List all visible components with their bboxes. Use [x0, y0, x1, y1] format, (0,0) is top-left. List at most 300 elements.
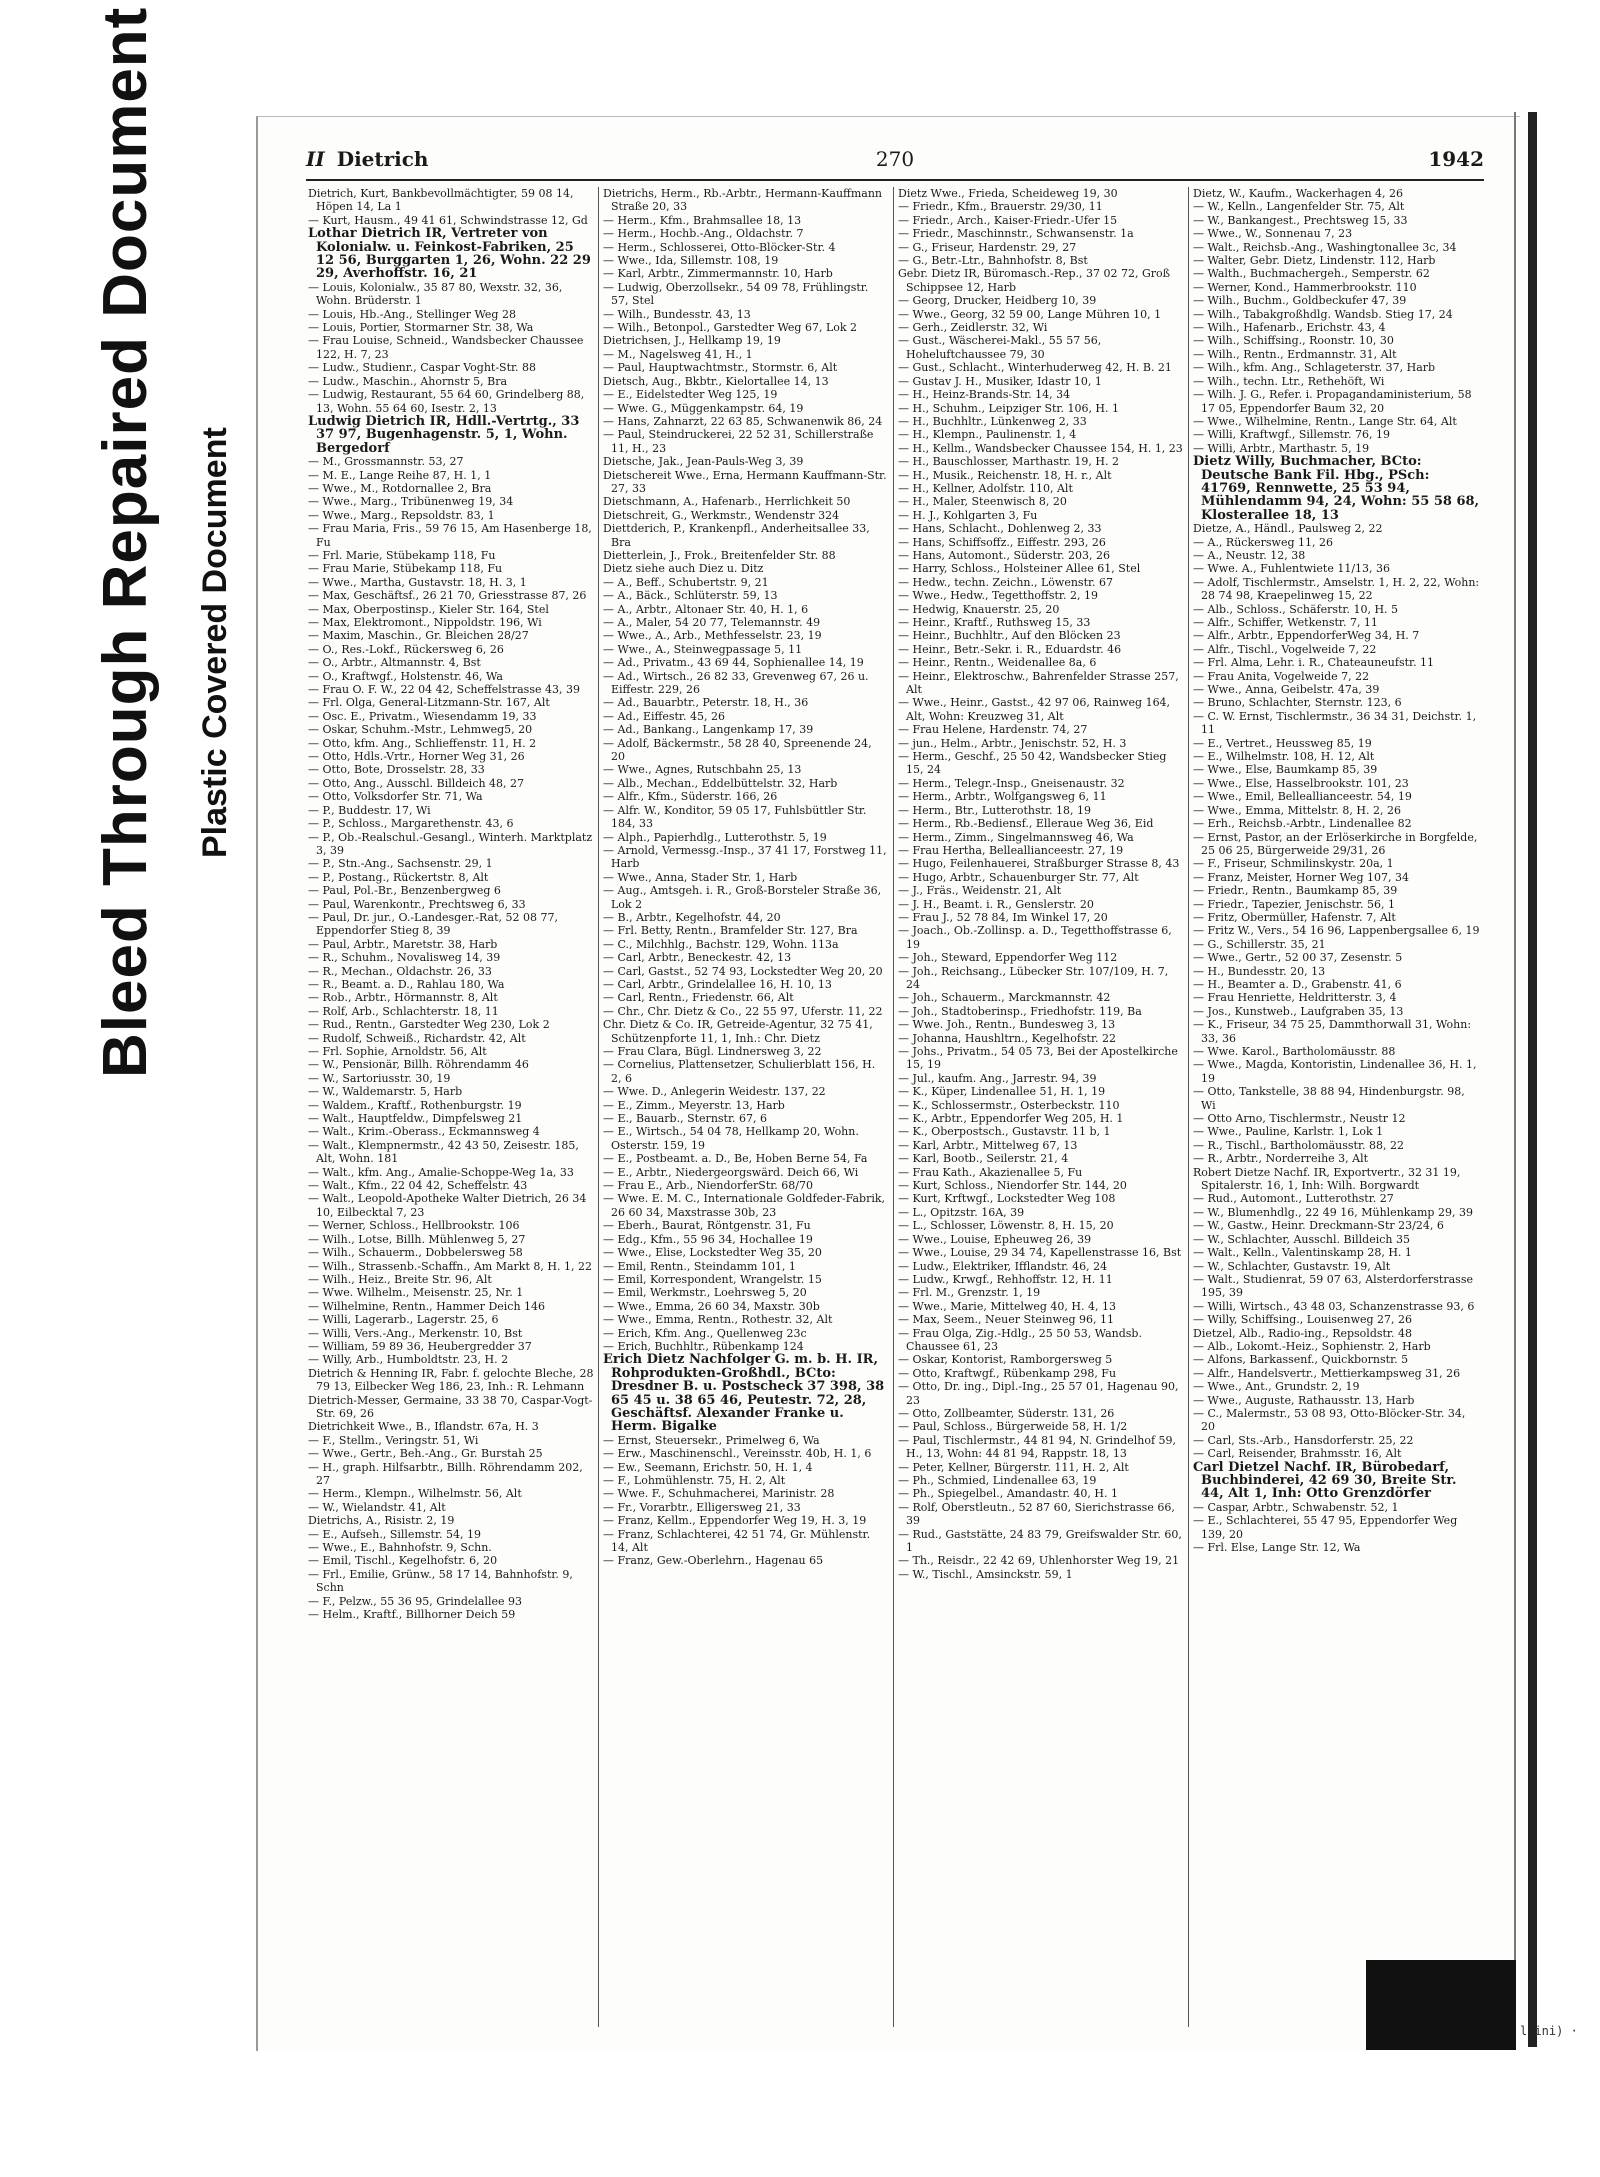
directory-entry: — Wwe., Marg., Repsoldstr. 83, 1: [308, 508, 495, 522]
directory-entry: — H., Kellm., Wandsbecker Chaussee 154, H. 1, 23: [898, 441, 1183, 455]
directory-entry: — Herm., Schlosserei, Otto-Blöcker-Str. 4: [603, 240, 836, 254]
directory-entry: — P., Ob.-Realschul.-Gesangl., Winterh. Marktplatz 3, 39: [308, 830, 593, 857]
directory-entry: — Alfr., Handelsvertr., Mettierkampsweg 31, 26: [1193, 1366, 1461, 1380]
directory-entry: — Wilhelmine, Rentn., Hammer Deich 146: [308, 1299, 546, 1313]
directory-entry: — Wwe., Martha, Gustavstr. 18, H. 3, 1: [308, 575, 527, 589]
directory-entry: — Wwe., W., Sonnenau 7, 23: [1193, 227, 1353, 241]
directory-entry: — Wwe., Pauline, Karlstr. 1, Lok 1: [1193, 1125, 1384, 1139]
directory-entry: — Ernst, Steuersekr., Primelweg 6, Wa: [603, 1433, 820, 1447]
directory-entry: — Cornelius, Plattensetzer, Schulierblatt 156, H. 2, 6: [603, 1058, 876, 1085]
directory-entry: — Frau Anita, Vogelweide 7, 22: [1193, 669, 1370, 683]
directory-entry: — Frau Maria, Fris., 59 76 15, Am Hasenberge 18, Fu: [308, 522, 592, 549]
directory-entry: — Wilh. J. G., Refer. i. Propagandaministerium, 58 17 05, Eppendorfer Baum 32, 20: [1193, 388, 1472, 415]
page-header: [306, 147, 1484, 177]
directory-entry: — W., Sartoriusstr. 30, 19: [308, 1071, 451, 1085]
directory-entry: — Herm., Zimm., Singelmannsweg 46, Wa: [898, 830, 1134, 844]
directory-entry: — H., Kellner, Adolfstr. 110, Alt: [898, 481, 1073, 495]
directory-entry: Chr. Dietz & Co. IR, Getreide-Agentur, 32 75 41, Schützenpforte 11, 1, Inh.: Chr. Dietz: [603, 1018, 873, 1045]
directory-entry: — M., Grossmannstr. 53, 27: [308, 455, 464, 469]
directory-entry: — Carl, Sts.-Arb., Hansdorferstr. 25, 22: [1193, 1433, 1414, 1447]
directory-entry: — H., Bauschlosser, Marthastr. 19, H. 2: [898, 455, 1120, 469]
directory-entry: Dietz siehe auch Diez u. Ditz: [603, 562, 764, 576]
directory-entry: — Walt., Reichsb.-Ang., Washingtonallee 3c, 34: [1193, 240, 1457, 254]
directory-entry: — F., Friseur, Schmilinskystr. 20a, 1: [1193, 857, 1394, 871]
directory-entry: — Wilh., Lotse, Billh. Mühlenweg 5, 27: [308, 1232, 526, 1246]
directory-entry: Dietz Wwe., Frieda, Scheideweg 19, 30: [898, 187, 1118, 200]
directory-entry: — Johs., Privatm., 54 05 73, Bei der Apostelkirche 15, 19: [898, 1045, 1178, 1072]
directory-entry: — Wilh., Bundesstr. 43, 13: [603, 307, 751, 321]
directory-entry: — Aug., Amtsgeh. i. R., Groß-Borsteler Straße 36, Lok 2: [603, 884, 882, 911]
directory-entry: — Frl., Emilie, Grünw., 58 17 14, Bahnhofstr. 9, Schn: [308, 1567, 573, 1595]
directory-entry: — Edg., Kfm., 55 96 34, Hochallee 19: [603, 1232, 813, 1246]
directory-entry: — Rolf, Arb., Schlachterstr. 18, 11: [308, 1004, 499, 1018]
directory-entry: — A., Maler, 54 20 77, Telemannstr. 49: [603, 616, 821, 629]
directory-entry: — Alb., Mechan., Eddelbüttelstr. 32, Harb: [603, 776, 838, 790]
directory-entry: — Carl, Reisender, Brahmsstr. 16, Alt: [1193, 1447, 1402, 1461]
directory-entry: — F., Stellm., Veringstr. 51, Wi: [308, 1433, 479, 1447]
directory-entry: — H., Klempn., Paulinenstr. 1, 4: [898, 428, 1077, 442]
directory-entry: — Frau E., Arb., NiendorferStr. 68/70: [603, 1179, 813, 1193]
directory-entry: — Friedr., Arch., Kaiser-Friedr.-Ufer 15: [898, 213, 1118, 227]
directory-entry: — W., Pensionär, Billh. Röhrendamm 46: [308, 1058, 529, 1072]
directory-entry: Dietrichsen, J., Hellkamp 19, 19: [603, 334, 781, 348]
directory-entry: — Ludw., Krwgf., Rehhoffstr. 12, H. 11: [898, 1272, 1113, 1286]
directory-entry: — Erh., Reichsb.-Arbtr., Lindenallee 82: [1193, 817, 1412, 831]
directory-entry: — Wilh., Schiffsing., Roonstr. 10, 30: [1193, 334, 1394, 348]
directory-entry: Dietrichs, A., Risistr. 2, 19: [308, 1514, 455, 1528]
directory-entry: — E., Bauarb., Sternstr. 67, 6: [603, 1112, 767, 1126]
directory-entry: — E., Wirtsch., 54 04 78, Hellkamp 20, Wohn. Osterstr. 159, 19: [603, 1125, 859, 1152]
directory-entry: — Willi, Kraftwgf., Sillemstr. 76, 19: [1193, 428, 1390, 442]
directory-entry: — William, 59 89 36, Heubergredder 37: [308, 1339, 532, 1353]
directory-entry: Dietsche, Jak., Jean-Pauls-Weg 3, 39: [603, 455, 804, 469]
directory-entry: — Gustav J. H., Musiker, Idastr 10, 1: [898, 374, 1102, 388]
directory-entry: — Hugo, Feilenhauerei, Straßburger Strasse 8, 43: [898, 857, 1180, 871]
directory-entry: — K., Schlossermstr., Osterbeckstr. 110: [898, 1098, 1120, 1112]
directory-entry: — K., Küper, Lindenallee 51, H. 1, 19: [898, 1085, 1106, 1099]
directory-entry: Ludwig Dietrich IR, Hdll.-Vertrtg., 33 37 97, Bugenhagenstr. 5, 1, Wohn. Bergedorf: [308, 413, 580, 456]
directory-entry: — Ludw., Maschin., Ahornstr 5, Bra: [308, 374, 508, 388]
directory-entry: — Alb., Lokomt.-Heiz., Sophienstr. 2, Harb: [1193, 1339, 1431, 1353]
directory-entry: — Wwe., Wilhelmine, Rentn., Lange Str. 64, Alt: [1193, 414, 1457, 428]
directory-entry: — Ludw., Elektriker, Ifflandstr. 46, 24: [898, 1259, 1108, 1273]
directory-entry: — Max, Seem., Neuer Steinweg 96, 11: [898, 1313, 1114, 1327]
directory-entry: — L., Schlosser, Löwenstr. 8, H. 15, 20: [898, 1219, 1114, 1233]
directory-entry: — Gerh., Zeidlerstr. 32, Wi: [898, 321, 1048, 335]
directory-entry: — W., Wielandstr. 41, Alt: [308, 1500, 446, 1514]
directory-entry: — Kurt, Hausm., 49 41 61, Schwindstrasse 12, Gd: [308, 213, 588, 227]
directory-entry: — Ew., Seemann, Erichstr. 50, H. 1, 4: [603, 1460, 813, 1474]
directory-entry: — Wilh., Tabakgroßhdlg. Wandsb. Stieg 17, 24: [1193, 307, 1453, 321]
directory-entry: — Joh., Schauerm., Marckmannstr. 42: [898, 991, 1111, 1005]
directory-entry: — K., Oberpostsch., Gustavstr. 11 b, 1: [898, 1125, 1111, 1139]
directory-entry: — Harry, Schloss., Holsteiner Allee 61, Stel: [898, 562, 1141, 576]
directory-entry: — Ludw., Studienr., Caspar Voght-Str. 88: [308, 361, 537, 375]
directory-entry: — Rob., Arbtr., Hörmannstr. 8, Alt: [308, 991, 498, 1005]
directory-entry: — Gust., Wäscherei-Makl., 55 57 56, Hoheluftchaussee 79, 30: [898, 334, 1102, 361]
directory-entry: — Paul, Dr. jur., O.-Landesger.-Rat, 52 08 77, Eppendorfer Stieg 8, 39: [308, 910, 558, 938]
directory-entry: — H., graph. Hilfsarbtr., Billh. Röhrendamm 202, 27: [308, 1460, 583, 1487]
directory-entry: — H. J., Kohlgarten 3, Fu: [898, 508, 1038, 522]
directory-entry: — jun., Helm., Arbtr., Jenischstr. 52, H. 3: [898, 736, 1127, 750]
directory-entry: — W., Waldemarstr. 5, Harb: [308, 1085, 463, 1099]
directory-entry: — Hugo, Arbtr., Schauenburger Str. 77, Alt: [898, 870, 1139, 884]
directory-entry: — Fr., Vorarbtr., Elligersweg 21, 33: [603, 1500, 801, 1514]
directory-entry: — C., Malermstr., 53 08 93, Otto-Blöcker-Str. 34, 20: [1193, 1406, 1466, 1434]
directory-entry: — Otto, Bote, Drosselstr. 28, 33: [308, 763, 485, 777]
binding-edge-line: [1514, 112, 1516, 2047]
directory-entry: Dietsch, Aug., Bkbtr., Kielortallee 14, 13: [603, 374, 829, 388]
bleed-through-label: Bleed Through Repaired Document: [91, 6, 160, 1078]
directory-entry: — Willi, Lagerarb., Lagerstr. 25, 6: [308, 1313, 499, 1327]
directory-entry: — Max, Geschäftsf., 26 21 70, Griesstrasse 87, 26: [308, 589, 587, 603]
directory-entry: — Walt., Studienrat, 59 07 63, Alsterdorferstrasse 195, 39: [1193, 1272, 1473, 1300]
directory-entry: — H., Buchhltr., Lünkenweg 2, 33: [898, 414, 1087, 428]
directory-entry: — Heinr., Kraftf., Ruthsweg 15, 33: [898, 616, 1091, 629]
directory-entry: — Karl, Arbtr., Mittelweg 67, 13: [898, 1138, 1078, 1152]
directory-entry: — Wilh., Hafenarb., Erichstr. 43, 4: [1193, 321, 1386, 335]
directory-entry: — Heinr., Rentn., Weidenallee 8a, 6: [898, 656, 1097, 670]
directory-entry: — Ad., Bauarbtr., Peterstr. 18, H., 36: [603, 696, 809, 710]
directory-entry: — Frau Henriette, Heldritterstr. 3, 4: [1193, 991, 1397, 1005]
directory-entry: — Walt., Kfm., 22 04 42, Scheffelstr. 43: [308, 1179, 528, 1193]
directory-entry: — Peter, Kellner, Bürgerstr. 111, H. 2, Alt: [898, 1460, 1129, 1474]
directory-entry: — P., Buddestr. 17, Wi: [308, 803, 431, 817]
directory-entry: — Frl. Marie, Stübekamp 118, Fu: [308, 548, 496, 562]
directory-entry: Gebr. Dietz IR, Büromasch.-Rep., 37 02 72, Groß Schippsee 12, Harb: [898, 267, 1171, 294]
directory-entry: — Willi, Arbtr., Marthastr. 5, 19: [1193, 441, 1370, 455]
directory-entry: — E., Postbeamt. a. D., Be, Hoben Berne 54, Fa: [603, 1152, 868, 1166]
directory-entry: — Walt., Leopold-Apotheke Walter Dietrich, 26 34 10, Eilbecktal 7, 23: [308, 1192, 587, 1219]
directory-entry: — Otto, Tankstelle, 38 88 94, Hindenburgstr. 98, Wi: [1193, 1085, 1465, 1112]
directory-entry: — W., Tischl., Amsinckstr. 59, 1: [898, 1567, 1073, 1581]
directory-entry: — W., Blumenhdlg., 22 49 16, Mühlenkamp 29, 39: [1193, 1205, 1473, 1219]
directory-entry: — Carl, Arbtr., Grindelallee 16, H. 10, 13: [603, 977, 832, 991]
directory-entry: — Karl, Bootb., Seilerstr. 21, 4: [898, 1152, 1069, 1166]
directory-entry: — Frl. M., Grenzstr. 1, 19: [898, 1286, 1041, 1300]
directory-entry: — Rud., Gaststätte, 24 83 79, Greifswalder Str. 60, 1: [898, 1527, 1182, 1555]
directory-entry: — W., Gastw., Heinr. Dreckmann-Str 23/24, 6: [1193, 1219, 1444, 1233]
directory-entry: — Th., Reisdr., 22 42 69, Uhlenhorster Weg 19, 21: [898, 1554, 1180, 1568]
directory-entry: — Herm., Klempn., Wilhelmstr. 56, Alt: [308, 1487, 522, 1501]
directory-entry: — Wwe., Else, Baumkamp 85, 39: [1193, 763, 1378, 777]
directory-entry: — Franz, Schlachterei, 42 51 74, Gr. Mühlenstr. 14, Alt: [603, 1527, 871, 1555]
directory-entry: — R., Arbtr., Norderreihe 3, Alt: [1193, 1152, 1369, 1166]
directory-entry: — Fritz W., Vers., 54 16 96, Lappenbergsallee 6, 19: [1193, 924, 1480, 938]
directory-entry: — Wilh., techn. Ltr., Rethehöft, Wi: [1193, 374, 1385, 388]
directory-entry: — Paul, Steindruckerei, 22 52 31, Schillerstraße 11, H., 23: [603, 428, 874, 455]
directory-entry: — Kurt, Krftwgf., Lockstedter Weg 108: [898, 1192, 1116, 1206]
directory-entry: Dietrichs, Herm., Rb.-Arbtr., Hermann-Kauffmann Straße 20, 33: [603, 187, 883, 214]
directory-entry: — O., Arbtr., Altmannstr. 4, Bst: [308, 656, 481, 670]
directory-entry: — Frl. Else, Lange Str. 12, Wa: [1193, 1541, 1361, 1555]
directory-entry: — Franz, Kellm., Eppendorfer Weg 19, H. 3, 19: [603, 1514, 867, 1528]
directory-entry: — Wilh., Betonpol., Garstedter Weg 67, Lok 2: [603, 321, 858, 335]
directory-entry: — Willy, Arb., Humboldtstr. 23, H. 2: [308, 1353, 509, 1367]
directory-entry: — Otto, Zollbeamter, Süderstr. 131, 26: [898, 1406, 1115, 1420]
directory-entry: — H., Maler, Steenwisch 8, 20: [898, 495, 1067, 509]
directory-entry: Robert Dietze Nachf. IR, Exportvertr., 32 31 19, Spitalerstr. 16, 1, Inh: Wilh. Borgwardt: [1193, 1165, 1461, 1193]
directory-entry: — Adolf, Tischlermstr., Amselstr. 1, H. 2, 22, Wohn: 28 74 98, Kraepelinweg 15, 22: [1193, 575, 1480, 603]
directory-entry: — Heinr., Betr.-Sekr. i. R., Eduardstr. 46: [898, 642, 1122, 656]
directory-entry: — Herm., Btr., Lutterothstr. 18, 19: [898, 803, 1092, 817]
directory-entry: Dietz Willy, Buchmacher, BCto: Deutsche Bank Fil. Hbg., PSch: 41769, Rennwette, 25 53 94, Mühlendamm 94, 24, Wohn: 55 58 68, Klosterallee 18, 13: [1193, 454, 1480, 523]
directory-entry: — Wwe., Elise, Lockstedter Weg 35, 20: [603, 1246, 822, 1260]
directory-entry: — W., Kelln., Langenfelder Str. 75, Alt: [1193, 200, 1405, 214]
directory-entry: — Fritz, Obermüller, Hafenstr. 7, Alt: [1193, 910, 1396, 924]
directory-entry: Erich Dietz Nachfolger G. m. b. H. IR, Rohprodukten-Großhdl., BCto: Dresdner B. u. Postscheck 37 398, 38 65 45 u. 38 65 46, Peutestr. 72, 28, Geschäftsf. Alexander Franke u. Herm. Bigalke: [603, 1352, 885, 1435]
directory-entry: — Frau Helene, Hardenstr. 74, 27: [898, 723, 1088, 737]
directory-entry: — O., Kraftwgf., Holstenstr. 46, Wa: [308, 669, 503, 683]
directory-entry: — Wwe., Gertr., 52 00 37, Zesenstr. 5: [1193, 951, 1403, 965]
directory-entry: Dietrich, Kurt, Bankbevollmächtigter, 59 08 14, Höpen 14, La 1: [308, 187, 574, 214]
directory-entry: — Paul, Schloss., Bürgerweide 58, H. 1/2: [898, 1420, 1128, 1434]
directory-entry: — Wwe., Agnes, Rutschbahn 25, 13: [603, 763, 802, 777]
directory-entry: — Wwe. A., Fuhlentwiete 11/13, 36: [1193, 562, 1391, 576]
directory-entry: — Otto, kfm. Ang., Schlieffenstr. 11, H. 2: [308, 736, 537, 750]
directory-entry: — E., Schlachterei, 55 47 95, Eppendorfer Weg 139, 20: [1193, 1514, 1458, 1541]
directory-entry: — W., Schlachter, Gustavstr. 19, Alt: [1193, 1259, 1391, 1273]
directory-entry: — Walt., Hauptfeldw., Dimpfelsweg 21: [308, 1112, 523, 1126]
directory-entry: — Johanna, Haushltrn., Kegelhofstr. 22: [898, 1031, 1117, 1045]
directory-entry: — Wwe., A., Arb., Methfesselstr. 23, 19: [603, 629, 822, 643]
directory-entry: — Waldem., Kraftf., Rothenburgstr. 19: [308, 1098, 522, 1112]
directory-entry: — Alfr. W., Konditor, 59 05 17, Fuhlsbüttler Str. 184, 33: [603, 803, 867, 831]
directory-entry: — Eberh., Baurat, Röntgenstr. 31, Fu: [603, 1219, 811, 1233]
directory-entry: — Wwe., M., Rotdornallee 2, Bra: [308, 481, 492, 495]
directory-entry: — Heinr., Elektroschw., Bahrenfelder Strasse 257, Alt: [898, 669, 1179, 697]
directory-entry: — Wwe. F., Schuhmacherei, Marinistr. 28: [603, 1487, 835, 1501]
directory-entry: — F., Lohmühlenstr. 75, H. 2, Alt: [603, 1474, 786, 1487]
directory-entry: — Frau O. F. W., 22 04 42, Scheffelstrasse 43, 39: [308, 683, 580, 697]
directory-entry: — Carl, Rentn., Friedenstr. 66, Alt: [603, 991, 794, 1005]
directory-entry: — Herm., Kfm., Brahmsallee 18, 13: [603, 213, 802, 227]
directory-entry: — E., Wilhelmstr. 108, H. 12, Alt: [1193, 750, 1375, 764]
directory-entry: — Ph., Schmied, Lindenallee 63, 19: [898, 1474, 1097, 1487]
directory-entry: Dietze, A., Händl., Paulsweg 2, 22: [1193, 522, 1383, 536]
directory-entry: — Wwe., Auguste, Rathausstr. 13, Harb: [1193, 1393, 1415, 1407]
directory-entry: — Frau Louise, Schneid., Wandsbecker Chaussee 122, H. 7, 23: [308, 334, 584, 361]
directory-entry: — Franz, Meister, Horner Weg 107, 34: [1193, 870, 1409, 884]
directory-entry: — Frl. Olga, General-Litzmann-Str. 167, Alt: [308, 696, 550, 710]
directory-entry: — K., Arbtr., Eppendorfer Weg 205, H. 1: [898, 1112, 1124, 1126]
directory-entry: — Ph., Spiegelbel., Amandastr. 40, H. 1: [898, 1487, 1119, 1501]
directory-entry: — Walth., Buchmachergeh., Semperstr. 62: [1193, 267, 1430, 281]
directory-entry: — Werner, Schloss., Hellbrookstr. 106: [308, 1219, 520, 1233]
plastic-covered-label: Plastic Covered Document: [196, 427, 234, 858]
directory-entry: — Alfr., Tischl., Vogelweide 7, 22: [1193, 642, 1377, 656]
directory-entry: Dietrich & Henning IR, Fabr. f. gelochte Bleche, 28 79 13, Eilbecker Weg 186, 23, Inh.: R. Lehmann: [308, 1366, 594, 1394]
directory-entry: — Alph., Papierhdlg., Lutterothstr. 5, 19: [603, 830, 827, 844]
directory-entry: — Louis, Kolonialw., 35 87 80, Wexstr. 32, 36, Wohn. Brüderstr. 1: [308, 280, 563, 308]
binding-edge: [1528, 112, 1537, 2047]
directory-entry: — Rud., Automont., Lutterothstr. 27: [1193, 1192, 1394, 1206]
directory-entry: — E., Eidelstedter Weg 125, 19: [603, 388, 778, 402]
directory-entry: — Otto, Hdls.-Vrtr., Horner Weg 31, 26: [308, 750, 525, 764]
directory-entry: — Jos., Kunstweb., Laufgraben 35, 13: [1193, 1004, 1404, 1018]
directory-entry: Dietrichkeit Wwe., B., Iflandstr. 67a, H. 3: [308, 1420, 539, 1434]
directory-entry: — Erich, Kfm. Ang., Quellenweg 23c: [603, 1326, 807, 1340]
directory-entry: — Herm., Geschf., 25 50 42, Wandsbecker Stieg 15, 24: [898, 750, 1167, 777]
directory-entry: — Wwe., Marie, Mittelweg 40, H. 4, 13: [898, 1299, 1116, 1313]
scan-shadow: [1366, 1960, 1516, 2050]
directory-entry: — P., Postang., Rückertstr. 8, Alt: [308, 870, 489, 884]
edge-text: l ini) ·: [1520, 2024, 1578, 2038]
header-year: 1942: [1428, 147, 1484, 171]
directory-entry: — Wwe., Ida, Sillemstr. 108, 19: [603, 254, 779, 268]
directory-entry: — P., Schloss., Margarethenstr. 43, 6: [308, 817, 514, 831]
directory-entry: — Frl. Alma, Lehr. i. R., Chateauneufstr. 11: [1193, 656, 1435, 670]
directory-entry: — Walter, Gebr. Dietz, Lindenstr. 112, Harb: [1193, 254, 1436, 268]
directory-entry: — Alfr., Kfm., Süderstr. 166, 26: [603, 790, 778, 804]
directory-entry: — Ad., Eiffestr. 45, 26: [603, 709, 725, 723]
directory-entry: — Frau Clara, Bügl. Lindnersweg 3, 22: [603, 1045, 822, 1058]
directory-entry: — Wwe., A., Steinwegpassage 5, 11: [603, 642, 803, 656]
directory-entry: — A., Rückersweg 11, 26: [1193, 535, 1333, 549]
directory-entry: — Frau Marie, Stübekamp 118, Fu: [308, 562, 503, 576]
directory-entry: — E., Aufseh., Sillemstr. 54, 19: [308, 1527, 481, 1541]
directory-entry: — Wwe., Gertr., Beh.-Ang., Gr. Burstah 25: [308, 1447, 543, 1461]
directory-entry: — Maxim, Maschin., Gr. Bleichen 28/27: [308, 629, 529, 643]
directory-entry: — A., Neustr. 12, 38: [1193, 548, 1306, 562]
directory-entry: — P., Stn.-Ang., Sachsenstr. 29, 1: [308, 857, 493, 871]
directory-entry: — R., Tischl., Bartholomäusstr. 88, 22: [1193, 1138, 1405, 1152]
directory-entry: — A., Arbtr., Altonaer Str. 40, H. 1, 6: [603, 602, 809, 616]
directory-entry: — Paul, Tischlermstr., 44 81 94, N. Grindelhof 59, H., 13, Wohn: 44 81 94, Rappstr. 18, 13: [898, 1433, 1177, 1461]
directory-entry: — Adolf, Bäckermstr., 58 28 40, Spreenende 24, 20: [603, 736, 872, 764]
directory-entry: — Wwe., Louise, Epheuweg 26, 39: [898, 1232, 1092, 1246]
directory-entry: — Frl. Sophie, Arnoldstr. 56, Alt: [308, 1045, 487, 1058]
directory-entry: — E., Arbtr., Niedergeorgswärd. Deich 66, Wi: [603, 1165, 859, 1179]
directory-entry: Diettderich, P., Krankenpfl., Anderheitsallee 33, Bra: [603, 522, 870, 549]
directory-entry: — Emil, Korrespondent, Wrangelstr. 15: [603, 1272, 822, 1286]
directory-entry: Dietterlein, J., Frok., Breitenfelder Str. 88: [603, 548, 836, 562]
directory-entry: Dietzel, Alb., Radio-ing., Repsoldstr. 48: [1193, 1326, 1412, 1340]
directory-entry: — Otto Arno, Tischlermstr., Neustr 12: [1193, 1112, 1406, 1126]
directory-entry: — Frau Hertha, Belleallianceestr. 27, 19: [898, 843, 1124, 857]
directory-entry: — Wwe. E. M. C., Internationale Goldfeder-Fabrik, 26 60 34, Maxstrasse 30b, 23: [603, 1192, 886, 1219]
directory-entry: — H., Musik., Reichenstr. 18, H. r., Alt: [898, 468, 1112, 482]
directory-entry: — Carl, Gastst., 52 74 93, Lockstedter Weg 20, 20: [603, 964, 883, 978]
directory-entry: — Osc. E., Privatm., Wiesendamm 19, 33: [308, 709, 537, 723]
directory-entry: — Wwe. Joh., Rentn., Bundesweg 3, 13: [898, 1018, 1116, 1032]
directory-entry: Carl Dietzel Nachf. IR, Bürobedarf, Buchbinderei, 42 69 30, Breite Str. 44, Alt 1, Inh: Otto Grenzdörfer: [1193, 1459, 1457, 1502]
directory-entry: — Jul., kaufm. Ang., Jarrestr. 94, 39: [898, 1071, 1097, 1085]
directory-entry: — Ernst, Pastor, an der Erlöserkirche in Borgfelde, 25 06 25, Bürgerweide 29/31, 26: [1193, 830, 1478, 857]
directory-entry: — Wwe., Hedw., Tegetthoffstr. 2, 19: [898, 589, 1098, 603]
directory-entry: — Wwe. Wilhelm., Meisenstr. 25, Nr. 1: [308, 1286, 524, 1300]
directory-entry: — K., Friseur, 34 75 25, Dammthorwall 31, Wohn: 33, 36: [1193, 1018, 1472, 1045]
directory-entry: — Wwe., Emma, Mittelstr. 8, H. 2, 26: [1193, 803, 1401, 817]
directory-entry: — Hans, Schlacht., Dohlenweg 2, 33: [898, 522, 1102, 536]
directory-entry: Dietschmann, A., Hafenarb., Herrlichkeit 50: [603, 495, 851, 509]
directory-entry: — Oskar, Kontorist, Ramborgersweg 5: [898, 1353, 1113, 1367]
directory-entry: — Rud., Rentn., Garstedter Weg 230, Lok 2: [308, 1018, 550, 1032]
directory-entry: — Hans, Automont., Süderstr. 203, 26: [898, 548, 1111, 562]
directory-entry: — Ad., Privatm., 43 69 44, Sophienallee 14, 19: [603, 656, 864, 670]
directory-entry: — Carl, Arbtr., Beneckestr. 42, 13: [603, 951, 792, 965]
directory-entry: — Wilh., Strassenb.-Schaffn., Am Markt 8, H. 1, 22: [308, 1259, 592, 1273]
directory-entry: — Friedr., Rentn., Baumkamp 85, 39: [1193, 884, 1398, 898]
header-rule: [306, 179, 1484, 181]
directory-entry: — Louis, Hb.-Ang., Stellinger Weg 28: [308, 307, 516, 321]
directory-entry: — G., Schillerstr. 35, 21: [1193, 937, 1326, 951]
directory-entry: — Arnold, Vermessg.-Insp., 37 41 17, Forstweg 11, Harb: [603, 843, 887, 871]
directory-entry: — Wwe., Emma, 26 60 34, Maxstr. 30b: [603, 1299, 820, 1313]
directory-entry: — A., Bäck., Schlüterstr. 59, 13: [603, 589, 778, 603]
directory-entry: — J., Fräs., Weidenstr. 21, Alt: [898, 884, 1062, 898]
directory-entry: — Hans, Schiffsoffz., Eiffestr. 293, 26: [898, 535, 1106, 549]
directory-entry: — Joh., Stadtoberinsp., Friedhofstr. 119, Ba: [898, 1004, 1142, 1018]
column-1: [304, 187, 599, 2027]
directory-entry: — Gust., Schlacht., Winterhuderweg 42, H. B. 21: [898, 361, 1172, 375]
directory-entry: — H., Heinz-Brands-Str. 14, 34: [898, 388, 1071, 402]
directory-entry: — Herm., Telegr.-Insp., Gneisenaustr. 32: [898, 776, 1125, 790]
directory-entry: — H., Beamter a. D., Grabenstr. 41, 6: [1193, 977, 1402, 991]
directory-entry: — Friedr., Maschinnstr., Schwansenstr. 1a: [898, 227, 1134, 241]
directory-entry: — Wwe., Anna, Stader Str. 1, Harb: [603, 870, 798, 884]
entry-columns: [304, 187, 1484, 2027]
directory-entry: — Alfr., Arbtr., EppendorferWeg 34, H. 7: [1193, 629, 1420, 643]
directory-entry: — Alfr., Schiffer, Wetkenstr. 7, 11: [1193, 616, 1378, 629]
directory-entry: — Hedwig, Knauerstr. 25, 20: [898, 602, 1060, 616]
directory-entry: — Karl, Arbtr., Zimmermannstr. 10, Harb: [603, 267, 833, 281]
directory-entry: — Ad., Bankang., Langenkamp 17, 39: [603, 723, 814, 737]
directory-entry: — L., Opitzstr. 16A, 39: [898, 1205, 1025, 1219]
directory-entry: — Willi, Wirtsch., 43 48 03, Schanzenstrasse 93, 6: [1193, 1299, 1475, 1313]
directory-entry: — Herm., Rb.-Bediensf., Elleraue Weg 36, Eid: [898, 817, 1154, 831]
directory-entry: — Otto, Kraftwgf., Rübenkamp 298, Fu: [898, 1366, 1117, 1380]
directory-page: [256, 116, 1520, 2051]
directory-entry: — Hans, Zahnarzt, 22 63 85, Schwanenwik 86, 24: [603, 414, 883, 428]
directory-entry: — Louis, Portier, Stormarner Str. 38, Wa: [308, 321, 534, 335]
directory-entry: — Wilh., Heiz., Breite Str. 96, Alt: [308, 1272, 492, 1286]
directory-entry: — Helm., Kraftf., Billhorner Deich 59: [308, 1608, 516, 1622]
directory-entry: — Wwe., Anna, Geibelstr. 47a, 39: [1193, 683, 1380, 697]
directory-entry: — Friedr., Kfm., Brauerstr. 29/30, 11: [898, 200, 1103, 214]
directory-entry: — Erw., Maschinenschl., Vereinsstr. 40b, H. 1, 6: [603, 1447, 872, 1461]
directory-entry: — Werner, Kond., Hammerbrookstr. 110: [1193, 280, 1417, 294]
directory-entry: — H., Bundesstr. 20, 13: [1193, 964, 1326, 978]
directory-entry: — Alb., Schloss., Schäferstr. 10, H. 5: [1193, 602, 1399, 616]
directory-entry: — Max, Oberpostinsp., Kieler Str. 164, Stel: [308, 602, 549, 616]
directory-entry: — Oskar, Schuhm.-Mstr., Lehmweg5, 20: [308, 723, 533, 737]
directory-entry: — Wwe., Georg, 32 59 00, Lange Mühren 10, 1: [898, 307, 1162, 321]
directory-entry: — E., Zimm., Meyerstr. 13, Harb: [603, 1098, 785, 1112]
directory-entry: — R., Schuhm., Novalisweg 14, 39: [308, 951, 501, 965]
directory-entry: Lothar Dietrich IR, Vertreter von Kolonialw. u. Feinkost-Fabriken, 25 12 56, Burggarten 1, 26, Wohn. 22 29 29, Averhoffstr. 16, 21: [308, 226, 591, 282]
directory-entry: — Wwe., Heinr., Gastst., 42 97 06, Rainweg 164, Alt, Wohn: Kreuzweg 31, Alt: [898, 696, 1171, 723]
directory-entry: — Ludwig, Restaurant, 55 64 60, Grindelberg 88, 13, Wohn. 55 64 60, Isestr. 2, 13: [308, 388, 585, 415]
directory-entry: — Bruno, Schlachter, Sternstr. 123, 6: [1193, 696, 1402, 710]
directory-entry: — Georg, Drucker, Heidberg 10, 39: [898, 294, 1097, 308]
directory-entry: — Frau Olga, Zig.-Hdlg., 25 50 53, Wandsb. Chaussee 61, 23: [898, 1326, 1142, 1353]
directory-entry: — G., Betr.-Ltr., Bahnhofstr. 8, Bst: [898, 254, 1088, 268]
directory-entry: — Wwe., Emma, Rentn., Rothestr. 32, Alt: [603, 1313, 833, 1327]
directory-entry: — M. E., Lange Reihe 87, H. 1, 1: [308, 468, 492, 482]
directory-entry: — Walt., kfm. Ang., Amalie-Schoppe-Weg 1a, 33: [308, 1165, 574, 1179]
directory-entry: — Paul, Hauptwachtmstr., Stormstr. 6, Alt: [603, 361, 838, 375]
directory-entry: — Wwe., Else, Hasselbrookstr. 101, 23: [1193, 776, 1409, 790]
directory-entry: — Frau J., 52 78 84, Im Winkel 17, 20: [898, 910, 1108, 924]
directory-entry: — Wwe. Karol., Bartholomäusstr. 88: [1193, 1045, 1396, 1058]
directory-entry: — Herm., Hochb.-Ang., Oldachstr. 7: [603, 227, 804, 241]
directory-entry: Dietschereit Wwe., Erna, Hermann Kauffmann-Str. 27, 33: [603, 468, 887, 495]
directory-entry: — Wilh., Rentn., Erdmannstr. 31, Alt: [1193, 347, 1397, 361]
directory-entry: — Rolf, Oberstleutn., 52 87 60, Sierichstrasse 66, 39: [898, 1500, 1175, 1528]
page-number: 270: [875, 147, 915, 171]
directory-entry: — Joach., Ob.-Zollinsp. a. D., Tegetthoffstrasse 6, 19: [898, 924, 1172, 951]
